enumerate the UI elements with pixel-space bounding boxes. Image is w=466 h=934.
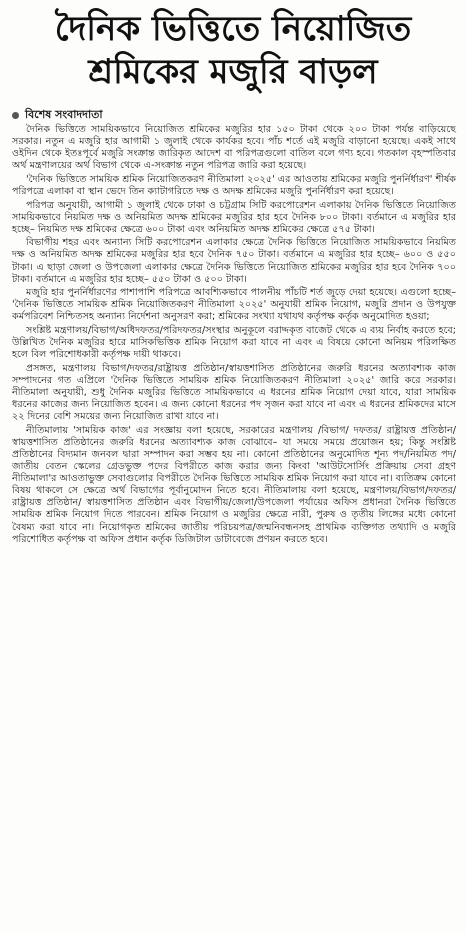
article-paragraph: সংশ্লিষ্ট মন্ত্রণালয়/বিভাগ/অধিদফতর/পরিদফতর/সংস্থার অনুকূলে বরাদ্দকৃত বাজেট থেকে এ ব্যয় নির্বাহ করতে হবে; উল্লিখিত দৈনিক মজুরির হারে মাসিকভিত্তিক শ্রমিক নিয়োগ করা যাবে না এবং এ বিষয়ে কোনো অনিয়ম পরিলক্ষিত হলে বিল পরিশোধকারী কর্তৃপক্ষ দায়ী থাকবে। — [12, 325, 456, 361]
headline-line-2: শ্রমিকের মজুরি বাড়ল — [88, 52, 378, 92]
byline — [12, 108, 458, 122]
article-paragraph: 'দৈনিক ভিত্তিতে সাময়িক শ্রমিক নিয়োজিতকরণ নীতিমালা ২০২৫' এর আওতায় শ্রমিকের মজুরি পুনর্নির্ধারণ' শীর্ষক পরিপত্রে এলাকা বা স্থান ভেদে তিন ক্যাটাগরিতে দক্ষ ও অদক্ষ শ্রমিকের মজুরি পুনর্নির্ধারণ করা হয়েছে। — [12, 173, 456, 197]
article-paragraph: বিভাগীয় শহর এবং অন্যান্য সিটি করপোরেশন এলাকার ক্ষেত্রে দৈনিক ভিত্তিতে নিয়োজিত সাময়িকভাবে নিয়মিত দক্ষ ও অনিয়মিত অদক্ষ শ্রমিকের মজুরির হার হবে দৈনিক ৭৫০ টাকা। বর্তমানে এ মজুরির হার হচ্ছে– ৬০০ ও ৫৫০ টাকা। এ ছাড়া জেলা ও উপজেলা এলাকার ক্ষেত্রে দৈনিক ভিত্তিতে নিয়োজিত শ্রমিকের মজুরির হার হবে দৈনিক ৭০০ টাকা। বর্তমানে এ মজুরির হার হচ্ছে– ৫৫০ টাকা ও ৫০০ টাকা। — [12, 237, 456, 285]
headline-line-1: দৈনিক ভিত্তিতে নিয়োজিত — [54, 9, 412, 49]
article-body — [8, 124, 458, 546]
headline — [8, 8, 458, 94]
article-paragraph: নীতিমালায় 'সাময়িক কাজ' এর সংজ্ঞায় বলা হয়েছে, সরকারের মন্ত্রণালয় /বিভাগ/ দফতর/ রাষ্ট্রায়ত্ত প্রতিষ্ঠান/স্বায়ত্তশাসিত প্রতিষ্ঠানের জরুরি ধরনের অত্যাবশ্যক কাজ বোঝাবে– যা সময়ে সময়ে প্রয়োজন হয়; কিন্তু সংশ্লিষ্ট প্রতিষ্ঠানের বিদ্যমান জনবল দ্বারা সম্পাদন করা সম্ভব হয় না। কোনো প্রতিষ্ঠানের অনুমোদিত শূন্য পদ/নিয়মিত পদ/জাতীয় বেতন স্কেলের গ্রেডভুক্ত পদের বিপরীতে কাজ করার জন্য কিংবা 'আউটসোর্সিং প্রক্রিয়ায় সেবা গ্রহণ নীতিমালা'র আওতাভুক্ত সেবাগুলোর বিপরীতে দৈনিক ভিত্তিতে সাময়িক শ্রমিক নিয়োগ করা যাবে না। ব্যতিক্রম কোনো বিষয় থাকলে সে ক্ষেত্রে অর্থ বিভাগের পূর্বানুমোদন নিতে হবে। নীতিমালায় বলা হয়েছে, মন্ত্রণালয়/বিভাগ/দফতর/রাষ্ট্রায়ত্ত প্রতিষ্ঠান/ স্বায়ত্তশাসিত প্রতিষ্ঠান এবং বিভাগীয়/জেলা/উপজেলা পর্যায়ের অফিস প্রধানরা দৈনিক ভিত্তিতে সাময়িক শ্রমিক নিয়োগ দিতে পারবেন। শ্রমিক নিয়োগ ও মজুরির ক্ষেত্রে নারী, পুরুষ ও তৃতীয় লিঙ্গের মধ্যে কোনো বৈষম্য করা যাবে না। নিয়োগকৃত শ্রমিকের জাতীয় পরিচয়পত্র/জন্মনিবন্ধনসহ প্রাথমিক ব্যক্তিগত তথ্যাদি ও মজুরি পরিশোধিত কর্তৃপক্ষ বা অফিস প্রধান কর্তৃক ডিজিটাল ডাটাবেজে প্রণয়ন করতে হবে। — [12, 424, 456, 545]
article-paragraph: প্রসঙ্গত, মন্ত্রণালয় বিভাগ/দফতর/রাষ্ট্রায়ত্ত প্রতিষ্ঠান/স্বায়ত্তশাসিত প্রতিষ্ঠানের জরুরি ধরনের অত্যাবশ্যক কাজ সম্পাদনের গত এপ্রিলে 'দৈনিক ভিত্তিতে সাময়িক শ্রমিক নিয়োজিতকরণ নীতিমালা ২০২৫' জারি করে সরকার। নীতিমালা অনুযায়ী, শুধু দৈনিক মজুরির ভিত্তিতে সাময়িকভাবে এ ধরনের শ্রমিক নিয়োগ দেয়া যাবে, যারা সাময়িক ধরনের কাজের জন্য নিয়োজিত হবেন। এ জন্য কোনো ধরনের পদ সৃজন করা যাবে না এবং এ ধরনের শ্রমিকদের মাসে ২২ দিনের বেশি সময়ের জন্য নিয়োজিত রাখা যাবে না। — [12, 362, 456, 423]
byline-bullet-icon — [12, 112, 19, 119]
article-paragraph: দৈনিক ভিত্তিতে সাময়িকভাবে নিয়োজিত শ্রমিকের মজুরির হার ১৫০ টাকা থেকে ২০০ টাকা পর্যন্ত বাড়িয়েছে সরকার। নতুন এ মজুরি হার আগামী ১ জুলাই থেকে কার্যকর হবে। পাঁচ শর্তে এই মজুরি বাড়ানো হয়েছে। একই সাথে ওইদিন থেকে ইতঃপূর্বে মজুরি সংক্রান্ত জারিকৃত আদেশ বা পরিপত্রগুলো বাতিল বলে গণ্য হবে। গতকাল বৃহস্পতিবার অর্থ মন্ত্রণালয়ের অর্থ বিভাগ থেকে এ-সংক্রান্ত নতুন পরিপত্র জারি করা হয়েছে। — [12, 124, 456, 172]
article-paragraph: পরিপত্র অনুযায়ী, আগামী ১ জুলাই থেকে ঢাকা ও চট্টগ্রাম সিটি করপোরেশন এলাকায় দৈনিক ভিত্তিতে নিয়োজিত সাময়িকভাবে নিয়মিত দক্ষ ও অনিয়মিত অদক্ষ শ্রমিকের মজুরির হার হবে দৈনিক ৮০০ টাকা। বর্তমানে এ মজুরির হার হচ্ছে– নিয়মিত দক্ষ শ্রমিকের ক্ষেত্রে ৬০০ টাকা এবং অনিয়মিত অদক্ষ শ্রমিকের ক্ষেত্রে ৫৭৫ টাকা। — [12, 199, 456, 235]
article-paragraph: মজুরি হার পুনর্নির্ধারণের পাশাপাশি পরিপত্রে আবশ্যিকভাবে পালনীয় পাঁচটি শর্ত জুড়ে দেয়া হয়েছে। এগুলো হচ্ছে– 'দৈনিক ভিত্তিতে সাময়িক শ্রমিক নিয়োজিতকরণ নীতিমালা ২০২৫' অনুযায়ী শ্রমিক নিয়োগ, মজুরি প্রদান ও উপযুক্ত কর্মপরিবেশ নিশ্চিতসহ অন্যান্য নির্দেশনা অনুসরণ করা; শ্রমিকের সংখ্যা যথাযথ কর্তৃপক্ষ কর্তৃক অনুমোদিত হওয়া; — [12, 287, 456, 323]
byline-text: বিশেষ সংবাদদাতা — [25, 108, 103, 121]
